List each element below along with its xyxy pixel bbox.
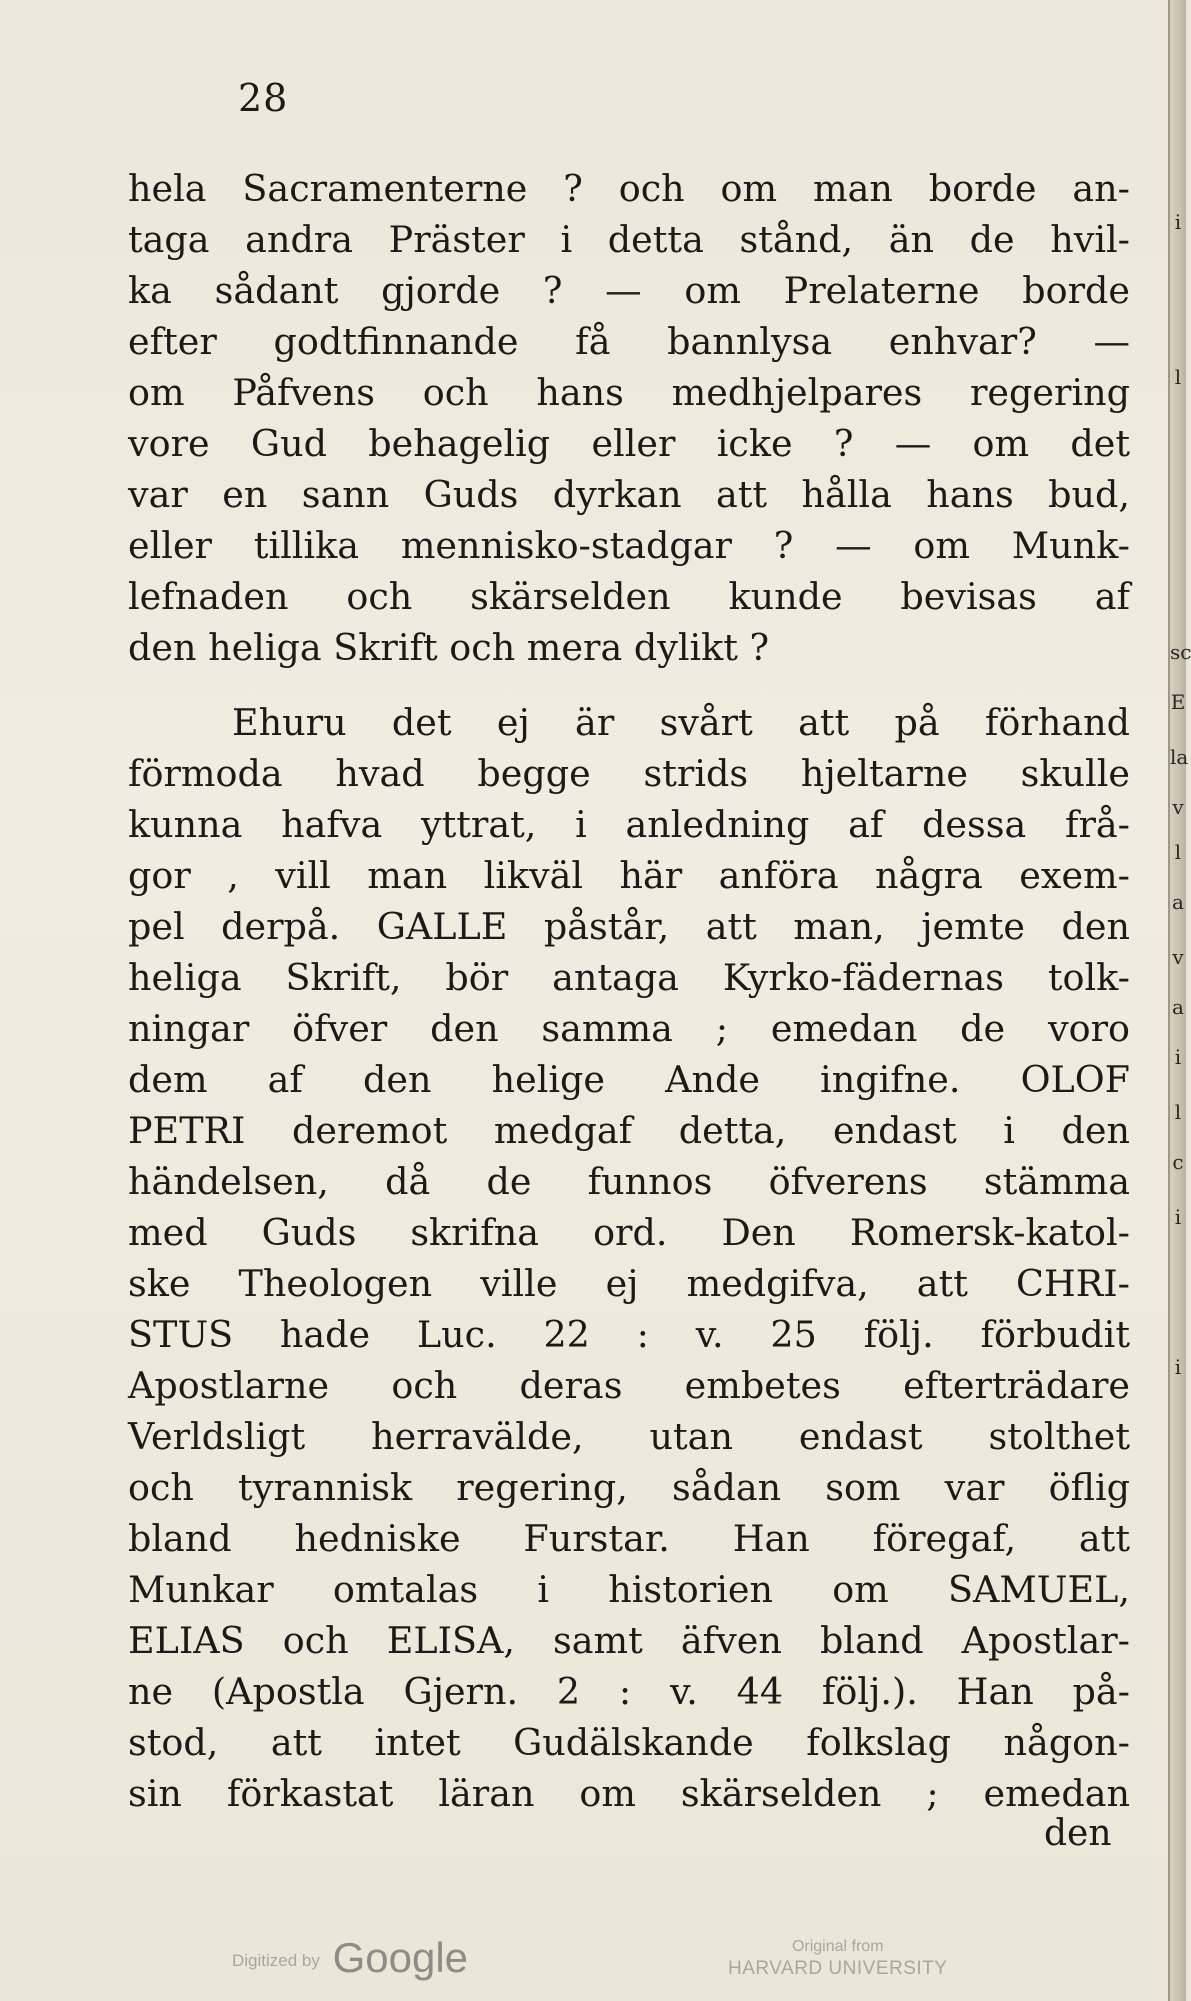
- google-logo: Google: [332, 1934, 469, 1981]
- text-line: Ehuru det ej är svårt att på förhand: [232, 701, 1130, 744]
- text-line: förmoda hvad begge strids hjeltarne skulle: [128, 752, 1130, 795]
- margin-glyph: i: [1174, 1355, 1182, 1379]
- text-line: sin förkastat läran om skärselden ; emedan: [128, 1772, 1130, 1815]
- text-line: STUS hade Luc. 22 : v. 25 följ. förbudit: [128, 1313, 1130, 1356]
- text-line: den heliga Skrift och mera dylikt ?: [128, 626, 770, 669]
- text-line: hela Sacramenterne ? och om man borde an-: [128, 167, 1130, 210]
- text-line: Verldsligt herravälde, utan endast stolthet: [128, 1415, 1130, 1458]
- page-number: 28: [238, 76, 289, 120]
- text-line: efter godtfinnande få bannlysa enhvar? —: [128, 320, 1130, 363]
- adjacent-page-edge: [1168, 0, 1191, 2001]
- text-line: med Guds skrifna ord. Den Romersk-katol-: [128, 1211, 1130, 1254]
- catchword: den: [1044, 1813, 1112, 1854]
- text-line: bland hedniske Furstar. Han föregaf, att: [128, 1517, 1130, 1560]
- margin-glyph: sc: [1170, 640, 1191, 664]
- text-line: om Påfvens och hans medhjelpares regering: [128, 371, 1130, 414]
- harvard-label: HARVARD UNIVERSITY: [728, 1958, 948, 1979]
- margin-glyph: E: [1170, 690, 1186, 714]
- margin-glyph: a: [1172, 890, 1184, 914]
- text-line: ske Theologen ville ej medgifva, att CHRI-: [128, 1262, 1130, 1305]
- harvard-watermark: [728, 1936, 947, 1980]
- text-line: och tyrannisk regering, sådan som var öflig: [128, 1466, 1130, 1509]
- text-line: pel derpå. GALLE påstår, att man, jemte den: [128, 905, 1130, 948]
- margin-glyph: i: [1174, 1205, 1182, 1229]
- text-line: eller tillika mennisko-stadgar ? — om Munk-: [128, 524, 1130, 567]
- margin-glyph: v: [1172, 795, 1184, 819]
- text-line: lefnaden och skärselden kunde bevisas af: [128, 575, 1130, 618]
- paragraph-1: [128, 163, 1130, 673]
- margin-glyph: v: [1172, 945, 1184, 969]
- margin-glyph: a: [1172, 995, 1184, 1019]
- google-watermark: [232, 1934, 468, 1982]
- margin-glyph: la: [1170, 745, 1189, 769]
- margin-glyph: l: [1174, 1100, 1182, 1124]
- margin-glyph: l: [1174, 365, 1182, 389]
- text-line: Apostlarne och deras embetes efterträdare: [128, 1364, 1130, 1407]
- margin-glyph: c: [1172, 1150, 1184, 1174]
- text-line: ne (Apostla Gjern. 2 : v. 44 följ.). Han på-: [128, 1670, 1130, 1713]
- digitized-by-label: Digitized by: [232, 1951, 320, 1970]
- text-line: stod, att intet Gudälskande folkslag någon-: [128, 1721, 1130, 1764]
- original-from-label: Original from: [791, 1938, 884, 1955]
- text-line: ELIAS och ELISA, samt äfven bland Apostlar-: [128, 1619, 1130, 1662]
- text-line: ka sådant gjorde ? — om Prelaterne borde: [128, 269, 1130, 312]
- paragraph-2: [128, 697, 1130, 1819]
- margin-glyph: i: [1174, 210, 1182, 234]
- text-line: heliga Skrift, bör antaga Kyrko-fädernas tolk-: [128, 956, 1130, 999]
- margin-glyph: i: [1174, 1045, 1182, 1069]
- text-line: vore Gud behagelig eller icke ? — om det: [128, 422, 1130, 465]
- text-line: var en sann Guds dyrkan att hålla hans bud,: [128, 473, 1130, 516]
- text-line: ningar öfver den samma ; emedan de voro: [128, 1007, 1130, 1050]
- text-line: PETRI deremot medgaf detta, endast i den: [128, 1109, 1130, 1152]
- text-line: gor , vill man likväl här anföra några exem-: [128, 854, 1130, 897]
- text-line: kunna hafva yttrat, i anledning af dessa frå-: [128, 803, 1130, 846]
- margin-glyph: l: [1174, 840, 1182, 864]
- text-line: Munkar omtalas i historien om SAMUEL,: [128, 1568, 1130, 1611]
- text-line: dem af den helige Ande ingifne. OLOF: [128, 1058, 1130, 1101]
- text-line: taga andra Präster i detta stånd, än de hvil-: [128, 218, 1130, 261]
- text-line: händelsen, då de funnos öfverens stämma: [128, 1160, 1130, 1203]
